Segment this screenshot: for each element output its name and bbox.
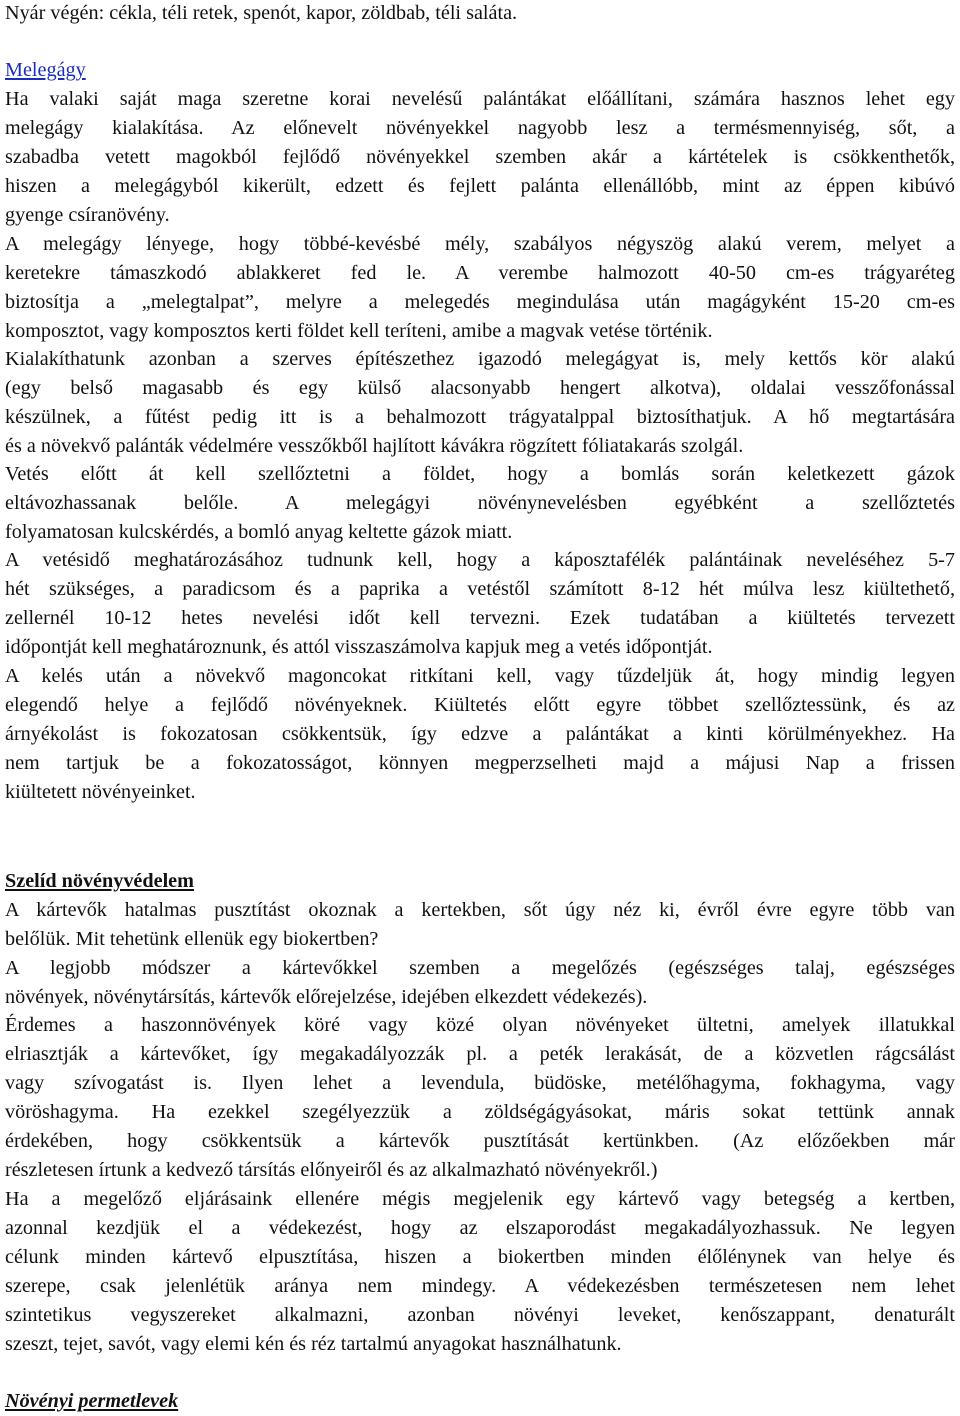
section-permetlevek (5, 1387, 955, 1416)
melegagy-heading-link[interactable]: Melegágy (5, 59, 86, 81)
text-line: Érdemes a haszonnövények köré vagy közé olyan növényeket ültetni, amelyek illatukkal (5, 1014, 955, 1036)
text-line: időpontját kell meghatároznunk, és attól visszaszámolva kapjuk meg a vetés időpontját. (5, 636, 713, 658)
text-line: kiültetett növényeinket. (5, 781, 196, 803)
text-line: Kialakíthatunk azonban a szerves építészethez igazodó melegágyat is, mely kettős kör alakú (5, 348, 955, 370)
text-line: szintetikus vegyszereket alkalmazni, azonban növényi leveket, kenőszappant, denaturált (5, 1304, 955, 1326)
text-line: nem tartjuk be a fokozatosságot, könnyen megperzselheti majd a májusi Nap a frissen (5, 752, 955, 774)
text-line: vöröshagyma. Ha ezekkel szegélyezzük a zöldségágyásokat, máris sokat tettünk annak (5, 1101, 955, 1123)
text-line: hiszen a melegágyból kikerült, edzett és fejlett palánta ellenállóbb, mint az éppen kibúvó (5, 175, 955, 197)
text-line: készülnek, a fűtést pedig itt is a behalmozott trágyatalppal biztosíthatjuk. A hő megtartására (5, 406, 955, 428)
szelid-paragraph-2 (5, 954, 955, 1012)
melegagy-paragraph-3 (5, 345, 955, 461)
szelid-paragraph-4 (5, 1185, 955, 1359)
permetlevek-heading: Növényi permetlevek (5, 1390, 179, 1412)
szelid-paragraph-3 (5, 1011, 955, 1185)
text-line: célunk minden kártevő elpusztítása, hiszen a biokertben minden élőlénynek van helye és (5, 1246, 955, 1268)
text-line: Ha a megelőző eljárásaink ellenére mégis megjelenik egy kártevő vagy betegség a kertben, (5, 1188, 955, 1210)
text-line: növények, növénytársítás, kártevők előrejelzése, idejében elkezdett védekezés). (5, 986, 648, 1008)
section-melegagy (5, 56, 955, 85)
text-line: keretekre támaszkodó ablakkeret fed le. A verembe halmozott 40-50 cm-es trágyaréteg (5, 262, 955, 284)
melegagy-paragraph-4 (5, 460, 955, 547)
text-line: azonnal kezdjük el a védekezést, hogy az elszaporodást megakadályozhassuk. Ne legyen (5, 1217, 955, 1239)
text-line: A legjobb módszer a kártevőkkel szemben a megelőzés (egészséges talaj, egészséges (5, 957, 955, 979)
text-line: vagy szívogatást is. Ilyen lehet a levendula, büdöske, metélőhagyma, fokhagyma, vagy (5, 1072, 955, 1094)
szelid-heading: Szelíd növényvédelem (5, 870, 194, 892)
text-line: Ha valaki saját maga szeretne korai nevelésű palántákat előállítani, számára hasznos lehet egy (5, 88, 955, 110)
text-line: szerepe, csak jelenlétük aránya nem mindegy. A védekezésben természetesen nem lehet (5, 1275, 955, 1297)
text-line: belőlük. Mit tehetünk ellenük egy biokertben? (5, 928, 379, 950)
text-line: hét szükséges, a paradicsom és a paprika a vetéstől számított 8-12 hét múlva lesz kiültethető, (5, 578, 955, 600)
text-line: Vetés előtt át kell szellőztetni a földet, hogy a bomlás során keletkezett gázok (5, 463, 955, 485)
melegagy-paragraph-1 (5, 85, 955, 230)
text-line: A vetésidő meghatározásához tudnunk kell, hogy a káposztafélék palántáinak neveléséhez 5-7 (5, 549, 955, 571)
text-line: elriasztják a kártevőket, így megakadályozzák pl. a peték lerakását, de a közvetlen rágcsálást (5, 1043, 955, 1065)
text-line: eltávozhassanak belőle. A melegágyi növénynevelésben egyébként a szellőztetés (5, 492, 955, 514)
text-line: (egy belső magasabb és egy külső alacsonyabb hengert alkotva), oldalai vesszőfonással (5, 377, 955, 399)
text-line: A kelés után a növekvő magoncokat ritkítani kell, vagy tűzdeljük át, hogy mindig legyen (5, 665, 955, 687)
text-line: részletesen írtunk a kedvező társítás előnyeiről és az alkalmazható növényekről.) (5, 1159, 658, 1181)
text-line: gyenge csíranövény. (5, 204, 170, 226)
intro-paragraph (5, 0, 955, 28)
text-line: szabadba vetett magokból fejlődő növényekkel szemben akár a kártételek is csökkenthetők, (5, 146, 955, 168)
text-line: elegendő helye a fejlődő növényeknek. Kiültetés előtt egyre többet szellőztessünk, és az (5, 694, 955, 716)
section-szelid (5, 867, 955, 896)
text-line: árnyékolást is fokozatosan csökkentsük, így edzve a palántákat a kinti körülményekhez. Ha (5, 723, 955, 745)
text-line: és a növekvő palánták védelmére vesszőkből hajlított kávákra rögzített fóliatakarás szolgál. (5, 435, 744, 457)
szelid-paragraph-1 (5, 896, 955, 954)
text-line: folyamatosan kulcskérdés, a bomló anyag keltette gázok miatt. (5, 521, 513, 543)
melegagy-paragraph-6 (5, 662, 955, 807)
text-line: A kártevők hatalmas pusztítást okoznak a kertekben, sőt úgy néz ki, évről évre egyre több van (5, 899, 955, 921)
text-line: szeszt, tejet, savót, vagy elemi kén és réz tartalmú anyagokat használhatunk. (5, 1333, 622, 1355)
text-line: zellernél 10-12 hetes nevelési időt kell tervezni. Ezek tudatában a kiültetés tervezett (5, 607, 955, 629)
text-line: komposztot, vagy komposztos kerti földet kell teríteni, amibe a magvak vetése történik. (5, 320, 713, 342)
text-line: érdekében, hogy csökkentsük a kártevők pusztítását kertünkben. (Az előzőekben már (5, 1130, 955, 1152)
text-line: A melegágy lényege, hogy többé-kevésbé mély, szabályos négyszög alakú verem, melyet a (5, 233, 955, 255)
melegagy-paragraph-2 (5, 230, 955, 346)
intro-line: Nyár végén: cékla, téli retek, spenót, kapor, zöldbab, téli saláta. (5, 2, 518, 24)
text-line: melegágy kialakítása. Az előnevelt növényekkel nagyobb lesz a termésmennyiség, sőt, a (5, 117, 955, 139)
text-line: biztosítja a „melegtalpat”, melyre a melegedés megindulása után magágyként 15-20 cm-es (5, 291, 955, 313)
melegagy-paragraph-5 (5, 546, 955, 662)
